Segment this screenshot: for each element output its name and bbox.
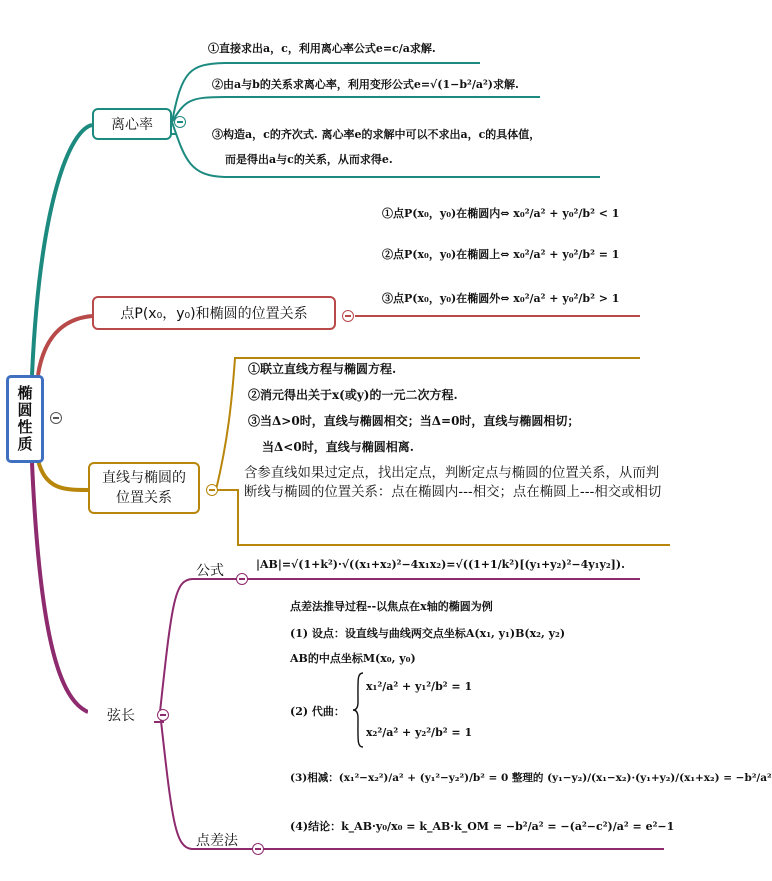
collapse-eccentricity-icon[interactable]	[174, 116, 186, 128]
collapse-root-icon[interactable]	[50, 412, 62, 424]
line-step-3: ③当Δ>0时，直线与椭圆相交；当Δ=0时，直线与椭圆相切；	[248, 414, 580, 428]
connector-root-chord	[32, 463, 88, 712]
collapse-formula-icon[interactable]	[236, 573, 248, 585]
line-step-1: ①联立直线方程与椭圆方程.	[248, 362, 397, 376]
eccentricity-item-2: ②由a与b的关系求离心率，利用变形公式e=√(1−b²/a²)求解.	[212, 78, 519, 91]
connector-ecc-item1	[172, 63, 480, 122]
method-step-3: (3)相减：(x₁²−x₂²)/a² + (y₁²−y₂²)/b² = 0 整理的 (y₁−y₂)/(x₁−x₂)·(y₁+y₂)/(x₁+x₂) = −b²/a²	[290, 772, 772, 784]
eccentricity-item-4: 而是得出a与c的关系，从而求得e.	[225, 153, 393, 166]
line-ellipse-note: 含参直线如果过定点，找出定点，判断定点与椭圆的位置关系，从而判断线与椭圆的位置关系：点在椭圆内---相交；点在椭圆上---相交或相切	[244, 466, 662, 500]
collapse-method-icon[interactable]	[252, 843, 264, 855]
eccentricity-item-1: ①直接求出a，c，利用离心率公式e=c/a求解.	[208, 42, 436, 55]
collapse-line-icon[interactable]	[206, 484, 218, 496]
line-step-4: 当Δ<0时，直线与椭圆相离.	[262, 440, 414, 454]
system-brace-icon	[352, 672, 364, 748]
point-item-2: ②点P(x₀，y₀)在椭圆上⇔ x₀²/a² + y₀²/b² = 1	[382, 248, 620, 261]
branch-line-ellipse[interactable]: 直线与椭圆的位置关系	[88, 462, 200, 514]
point-item-1: ①点P(x₀，y₀)在椭圆内⇔ x₀²/a² + y₀²/b² < 1	[382, 207, 620, 220]
branch-eccentricity[interactable]: 离心率	[92, 108, 172, 140]
connector-root-eccentricity	[32, 125, 92, 375]
method-step-2-label: (2) 代曲：	[290, 705, 345, 718]
chord-method-label[interactable]: 点差法	[196, 833, 238, 849]
branch-chord-length[interactable]: 弦长	[88, 700, 154, 730]
eccentricity-item-3: ③构造a，c的齐次式. 离心率e的求解中可以不求出a，c的具体值，	[212, 128, 541, 141]
method-step-2-eq2: x₂²/a² + y₂²/b² = 1	[366, 726, 473, 739]
connector-root-point	[38, 316, 92, 375]
point-item-3: ③点P(x₀，y₀)在椭圆外⇔ x₀²/a² + y₀²/b² > 1	[382, 292, 620, 305]
collapse-point-icon[interactable]	[342, 310, 354, 322]
method-title: 点差法推导过程--以焦点在x轴的椭圆为例	[290, 600, 493, 613]
method-step-2-eq1: x₁²/a² + y₁²/b² = 1	[366, 680, 473, 693]
branch-point-position[interactable]: 点P(x₀，y₀)和椭圆的位置关系	[92, 296, 336, 330]
method-step-4: (4)结论：k_AB·y₀/x₀ = k_AB·k_OM = −b²/a² = −(a²−c²)/a² = e²−1	[290, 820, 675, 833]
method-step-1b: AB的中点坐标M(x₀, y₀)	[290, 652, 416, 665]
chord-formula-label[interactable]: 公式	[196, 563, 224, 579]
root-node[interactable]: 椭圆性质	[6, 375, 44, 463]
chord-formula: |AB|=√(1+k²)·√((x₁+x₂)²−4x₁x₂)=√((1+1/k²)[(y₁+y₂)²−4y₁y₂]).	[256, 558, 625, 571]
connector-ecc-item2	[172, 97, 540, 122]
connector-root-line	[38, 460, 88, 490]
line-step-2: ②消元得出关于x(或y)的一元二次方程.	[248, 388, 458, 402]
collapse-chord-icon[interactable]	[157, 709, 169, 721]
method-step-1: (1) 设点：设直线与曲线两交点坐标A(x₁, y₁)B(x₂, y₂)	[290, 627, 566, 640]
